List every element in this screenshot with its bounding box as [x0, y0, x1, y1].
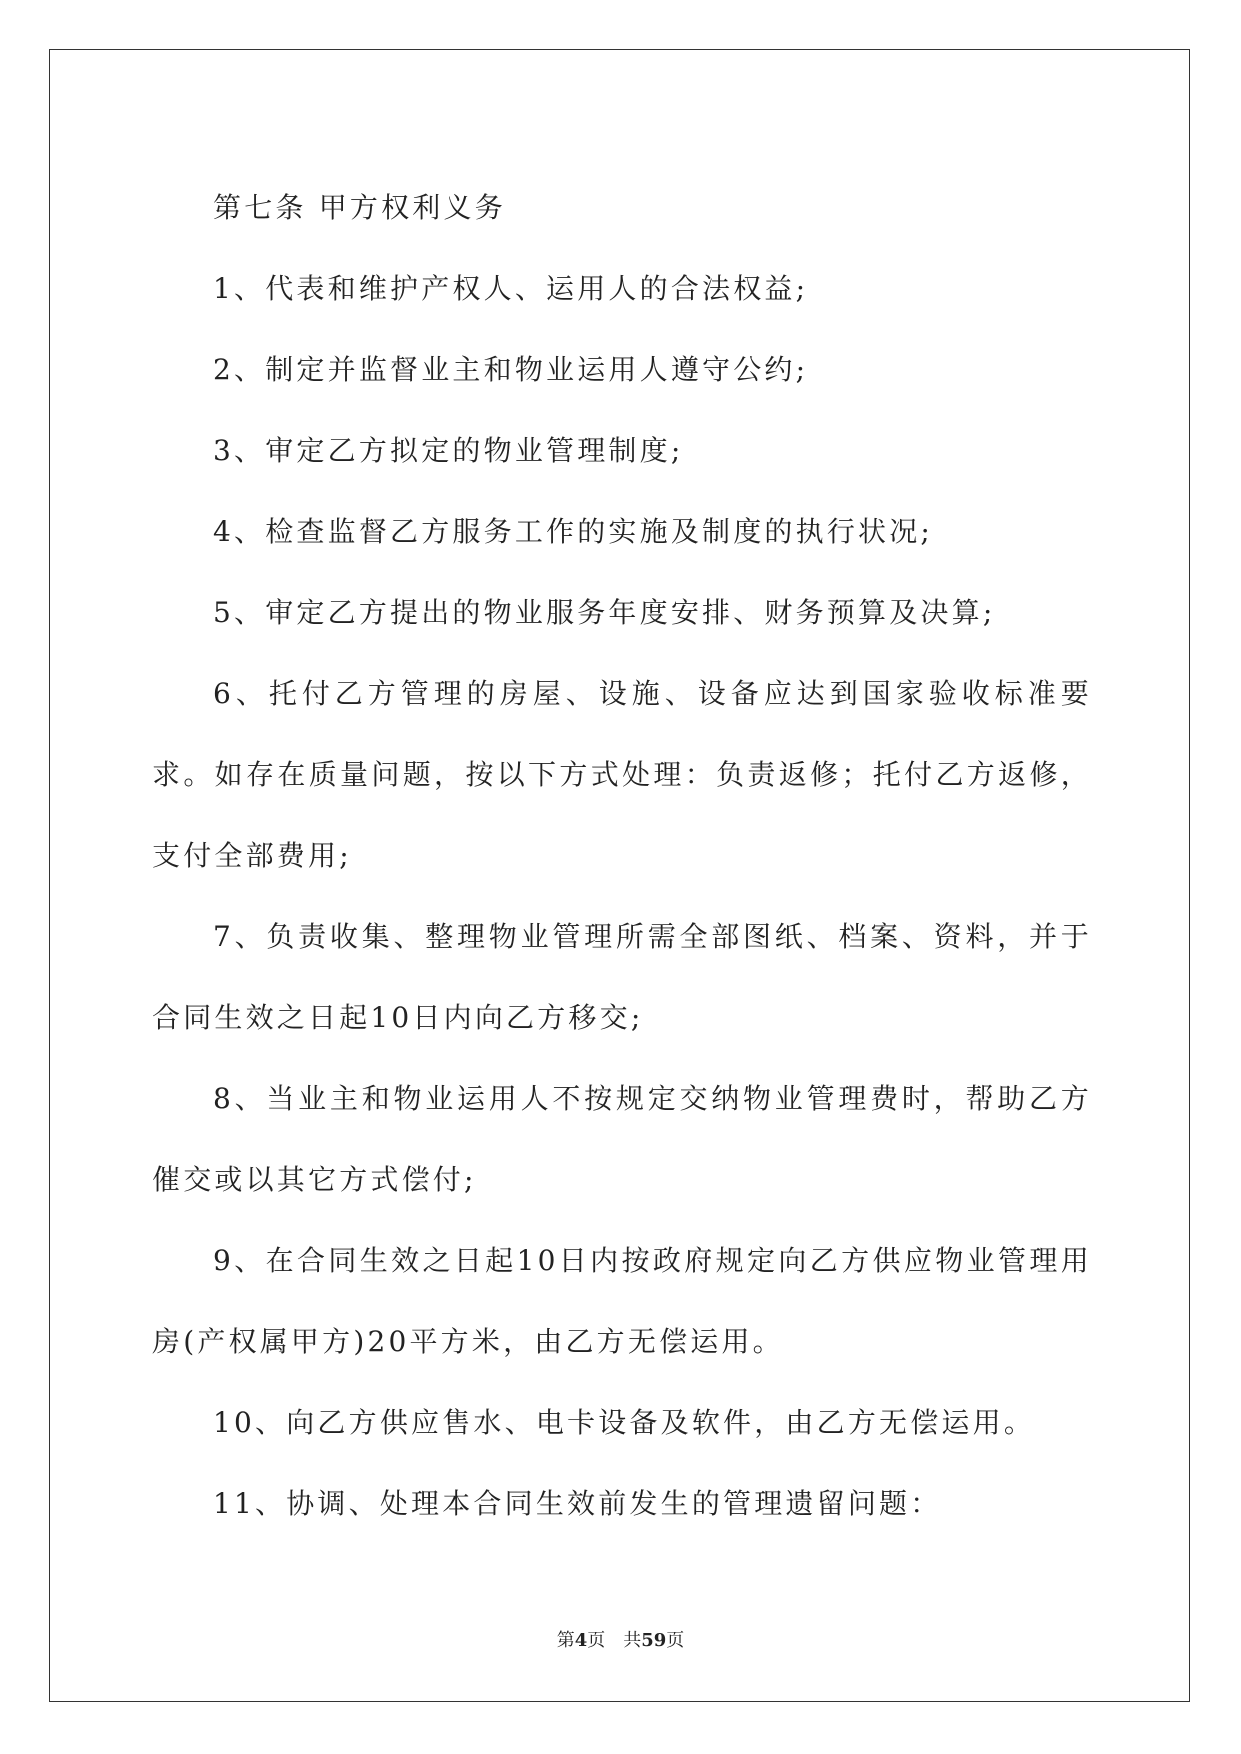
clause-9: 9、在合同生效之日起10日内按政府规定向乙方供应物业管理用房(产权属甲方)20平方米，由乙方无偿运用。 — [152, 1244, 1092, 1358]
page-prefix: 第 — [556, 1630, 575, 1651]
page-number: 4 — [574, 1630, 588, 1651]
total-suffix: 页 — [666, 1630, 685, 1651]
clause-1: 1、代表和维护产权人、运用人的合法权益; — [213, 272, 809, 305]
clause-10: 10、向乙方供应售水、电卡设备及软件，由乙方无偿运用。 — [213, 1406, 1036, 1439]
total-prefix: 共 — [623, 1630, 642, 1651]
article-heading: 第七条 甲方权利义务 — [213, 191, 506, 224]
page-footer — [0, 1626, 1241, 1652]
clause-11: 11、协调、处理本合同生效前发生的管理遗留问题： — [213, 1487, 942, 1520]
clause-7: 7、负责收集、整理物业管理所需全部图纸、档案、资料，并于合同生效之日起10日内向乙方移交; — [152, 920, 1092, 1034]
page-suffix: 页 — [587, 1630, 606, 1651]
clause-8: 8、当业主和物业运用人不按规定交纳物业管理费时，帮助乙方催交或以其它方式偿付; — [152, 1082, 1092, 1196]
clause-4: 4、检查监督乙方服务工作的实施及制度的执行状况; — [213, 515, 934, 548]
clause-2: 2、制定并监督业主和物业运用人遵守公约; — [213, 353, 809, 386]
total-pages: 59 — [641, 1630, 667, 1651]
clause-5: 5、审定乙方提出的物业服务年度安排、财务预算及决算; — [213, 596, 996, 629]
document-body — [152, 167, 1092, 1544]
clause-6: 6、托付乙方管理的房屋、设施、设备应达到国家验收标准要求。如存在质量问题，按以下方式处理：负责返修；托付乙方返修，支付全部费用; — [152, 677, 1092, 872]
clause-3: 3、审定乙方拟定的物业管理制度; — [213, 434, 684, 467]
